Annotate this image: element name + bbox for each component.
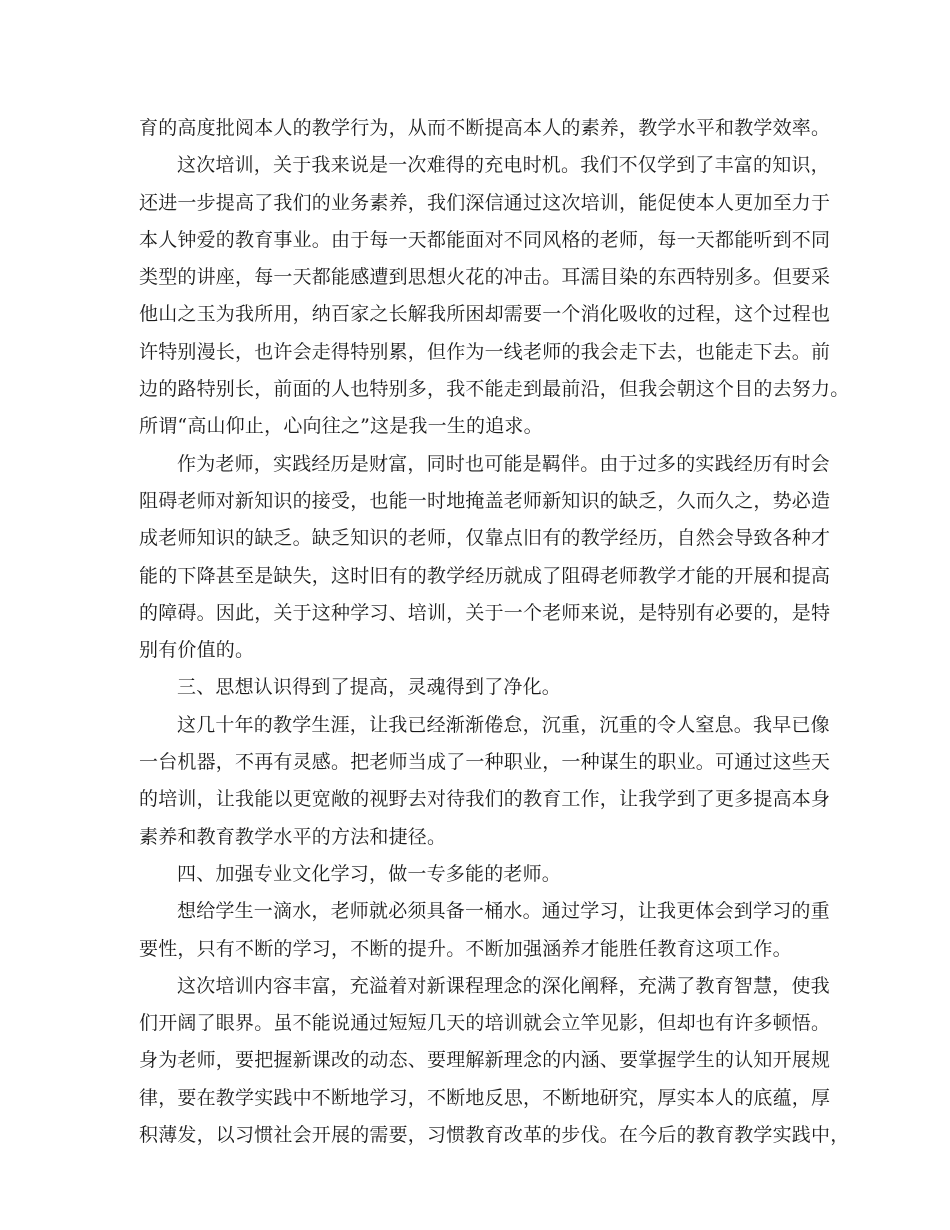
text-line: 素养和教育教学水平的方法和捷径。 xyxy=(139,825,447,848)
text-line: 本人钟爱的教育事业。由于每一天都能面对不同风格的老师，每一天都能听到不同 xyxy=(139,228,831,251)
text-line: 别有价值的。 xyxy=(139,639,255,662)
text-line: 这次培训内容丰富，充溢着对新课程理念的深化阐释，充满了教育智慧，使我 xyxy=(177,974,830,997)
text-line: 所谓“高山仰止，心向往之”这是我一生的追求。 xyxy=(139,415,543,438)
body-text xyxy=(139,110,850,1154)
text-line: 类型的讲座，每一天都能感遭到思想火花的冲击。耳濡目染的东西特别多。但要采 xyxy=(139,266,831,289)
text-line: 边的路特别长，前面的人也特别多，我不能走到最前沿，但我会朝这个目的去努力。 xyxy=(139,378,850,401)
text-line: 许特别漫长，也许会走得特别累，但作为一线老师的我会走下去，也能走下去。前 xyxy=(139,340,831,363)
text-line: 的培训，让我能以更宽敞的视野去对待我们的教育工作，让我学到了更多提高本身 xyxy=(139,788,831,811)
text-line: 三、思想认识得到了提高，灵魂得到了净化。 xyxy=(177,676,562,699)
text-line: 的障碍。因此，关于这种学习、培训，关于一个老师来说，是特别有必要的，是特 xyxy=(139,601,831,624)
text-line: 四、加强专业文化学习，做一专多能的老师。 xyxy=(177,862,562,885)
text-line: 他山之玉为我所用，纳百家之长解我所困却需要一个消化吸收的过程，这个过程也 xyxy=(139,303,831,326)
text-line: 一台机器，不再有灵感。把老师当成了一种职业，一种谋生的职业。可通过这些天 xyxy=(139,751,831,774)
text-line: 成老师知识的缺乏。缺乏知识的老师，仅靠点旧有的教学经历，自然会导致各种才 xyxy=(139,527,831,550)
text-line: 作为老师，实践经历是财富，同时也可能是羁伴。由于过多的实践经历有时会 xyxy=(177,452,830,475)
text-line: 们开阔了眼界。虽不能说通过短短几天的培训就会立竿见影，但却也有许多顿悟。 xyxy=(139,1012,831,1035)
text-line: 想给学生一滴水，老师就必须具备一桶水。通过学习，让我更体会到学习的重 xyxy=(177,900,830,923)
text-line: 积薄发，以习惯社会开展的需要，习惯教育改革的步伐。在今后的教育教学实践中， xyxy=(139,1124,850,1147)
text-line: 要性，只有不断的学习，不断的提升。不断加强涵养才能胜任教育这项工作。 xyxy=(139,937,792,960)
text-line: 身为老师，要把握新课改的动态、要理解新理念的内涵、要掌握学生的认知开展规 xyxy=(139,1049,831,1072)
text-line: 育的高度批阅本人的教学行为，从而不断提高本人的素养，教学水平和教学效率。 xyxy=(139,117,831,139)
text-line: 律，要在教学实践中不断地学习，不断地反思，不断地研究，厚实本人的底蕴，厚 xyxy=(139,1086,831,1109)
text-line: 这次培训，关于我来说是一次难得的充电时机。我们不仅学到了丰富的知识， xyxy=(177,154,830,177)
text-line: 能的下降甚至是缺失，这时旧有的教学经历就成了阻碍老师教学才能的开展和提高 xyxy=(139,564,831,587)
text-line: 这几十年的教学生涯，让我已经渐渐倦怠，沉重，沉重的令人窒息。我早已像 xyxy=(177,713,830,736)
text-line: 还进一步提高了我们的业务素养，我们深信通过这次培训，能促使本人更加至力于 xyxy=(139,191,831,214)
text-line: 阻碍老师对新知识的接受，也能一时地掩盖老师新知识的缺乏，久而久之，势必造 xyxy=(139,489,831,512)
